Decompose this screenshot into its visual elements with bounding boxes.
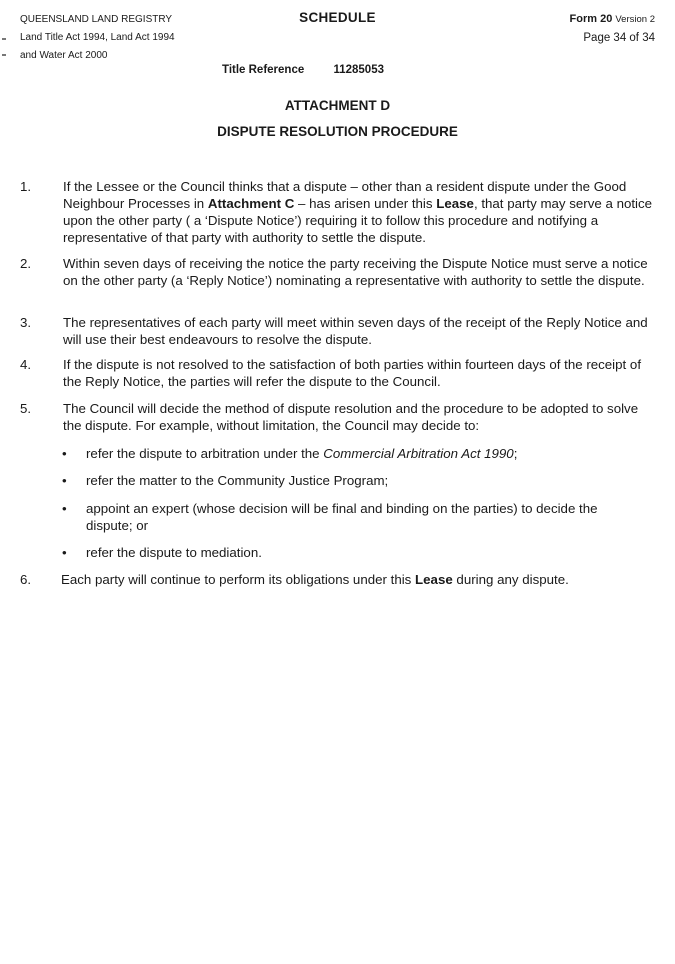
- bullet-symbol: •: [62, 545, 67, 560]
- item-number: 1.: [20, 179, 32, 194]
- item-number: 3.: [20, 315, 32, 330]
- form-number: Form 20: [569, 13, 613, 25]
- attachment-subtitle: DISPUTE RESOLUTION PROCEDURE: [217, 124, 458, 139]
- bullet-text: refer the matter to the Community Justice Program;: [86, 473, 389, 488]
- item-text: Within seven days of receiving the notice the party receiving the Dispute Notice must serve a notice on the other party (a ‘Reply Notice’) nominating a representative with authority to settle the dispute.: [63, 256, 648, 288]
- bullet-symbol: •: [62, 446, 67, 461]
- title-reference-label: Title Reference: [222, 64, 305, 76]
- form-info: [570, 12, 655, 45]
- registry-name: QUEENSLAND LAND REGISTRY: [20, 14, 173, 25]
- bullet-symbol: •: [62, 501, 67, 516]
- attachment-title: ATTACHMENT D: [284, 98, 391, 113]
- schedule-title: SCHEDULE: [299, 10, 376, 25]
- item-number: 2.: [20, 256, 32, 271]
- item-text: The representatives of each party will meet within seven days of the receipt of the Reply Notice and will use their best endeavours to resolve the dispute.: [63, 315, 648, 347]
- acts-line-2: and Water Act 2000: [20, 50, 108, 61]
- title-reference: [222, 64, 384, 76]
- item-text: If the Lessee or the Council thinks that a dispute – other than a resident dispute under the Good Neighbour Processes in Attachment C – has arisen under this Lease, that party may serve a notice upon the other party ( a ‘Dispute Notice’) requiring it to follow this procedure and notifying a representative of that party with authority to settle the dispute.: [63, 179, 653, 245]
- acts-line-1: Land Title Act 1994, Land Act 1994: [20, 32, 175, 43]
- item-number: 4.: [20, 357, 32, 372]
- bullet-text: appoint an expert (whose decision will be final and binding on the parties) to decide the dispute; or: [86, 501, 598, 533]
- item-text: Each party will continue to perform its obligations under this Lease during any dispute.: [61, 572, 569, 587]
- margin-mark: [2, 54, 6, 56]
- title-reference-value: 11285053: [333, 64, 384, 76]
- page-number: Page 34 of 34: [583, 32, 655, 44]
- margin-mark: [2, 38, 6, 40]
- form-version: Version 2: [615, 14, 655, 25]
- bullet-text: refer the dispute to mediation.: [86, 545, 262, 560]
- item-text: The Council will decide the method of dispute resolution and the procedure to be adopted to solve the dispute. For example, without limitation, the Council may decide to:: [63, 401, 639, 433]
- item-number: 6.: [20, 572, 32, 587]
- bullet-symbol: •: [62, 473, 67, 488]
- item-number: 5.: [20, 401, 32, 416]
- item-text: If the dispute is not resolved to the satisfaction of both parties within fourteen days of the receipt of the Reply Notice, the parties will refer the dispute to the Council.: [63, 357, 642, 389]
- bullet-text: refer the dispute to arbitration under the Commercial Arbitration Act 1990;: [86, 446, 518, 461]
